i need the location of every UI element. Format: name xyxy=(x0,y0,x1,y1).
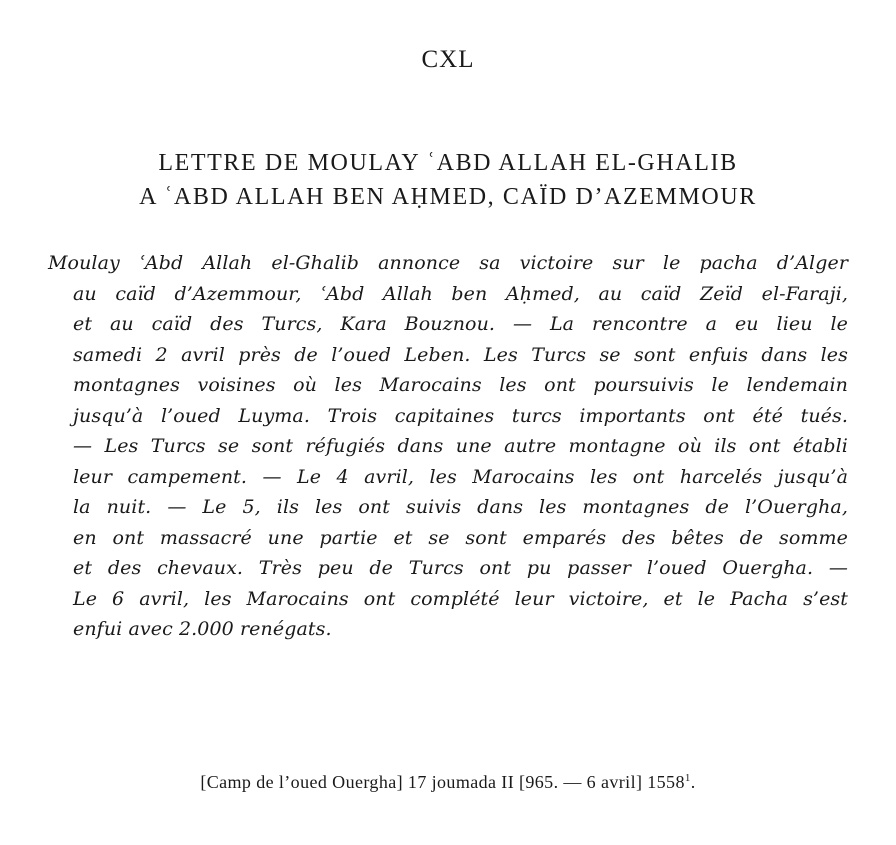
document-number: CXL xyxy=(421,46,475,73)
title-line: A ʿABD ALLAH BEN AḤMED, CAÏD D’AZEMMOUR xyxy=(139,184,757,210)
summary-line: enfui avec 2.000 renégats. xyxy=(73,618,332,640)
summary-line: en ont massacré une partie et se sont emparés des bêtes de somme xyxy=(73,526,848,549)
summary-line: au caïd d’Azemmour, ʿAbd Allah ben Aḥmed, au caïd Zeïd el-Faraji, xyxy=(73,282,848,305)
footnote-marker[interactable]: 1 xyxy=(684,772,691,784)
dateline xyxy=(0,772,896,793)
summary-line: samedi 2 avril près de l’oued Leben. Les Turcs se sont enfuis dans les xyxy=(73,343,848,366)
document-title xyxy=(0,146,896,214)
summary-line: la nuit. — Le 5, ils les ont suivis dans les montagnes de l’Ouergha, xyxy=(73,496,848,518)
summary-paragraph xyxy=(48,248,848,645)
dateline-period: . xyxy=(690,772,696,792)
summary-line: jusqu’à l’oued Luyma. Trois capitaines turcs importants ont été tués. xyxy=(73,404,848,427)
summary-line: et au caïd des Turcs, Kara Bouznou. — La rencontre a eu lieu le xyxy=(73,313,848,335)
summary-line: montagnes voisines où les Marocains les ont poursuivis le lendemain xyxy=(73,374,848,396)
summary-line: et des chevaux. Très peu de Turcs ont pu passer l’oued Ouergha. — xyxy=(73,557,848,579)
summary-line: leur campement. — Le 4 avril, les Marocains les ont harcelés jusqu’à xyxy=(73,465,848,488)
title-line: LETTRE DE MOULAY ʿABD ALLAH EL-GHALIB xyxy=(158,150,738,176)
summary-line: Moulay ʿAbd Allah el-Ghalib annonce sa victoire sur le pacha d’Alger xyxy=(48,252,848,274)
summary-line: — Les Turcs se sont réfugiés dans une autre montagne où ils ont établi xyxy=(73,435,848,457)
summary-line: Le 6 avril, les Marocains ont complété leur victoire, et le Pacha s’est xyxy=(73,587,848,610)
dateline-text: [Camp de l’oued Ouergha] 17 joumada II [965. — 6 avril] 1558 xyxy=(200,772,685,792)
